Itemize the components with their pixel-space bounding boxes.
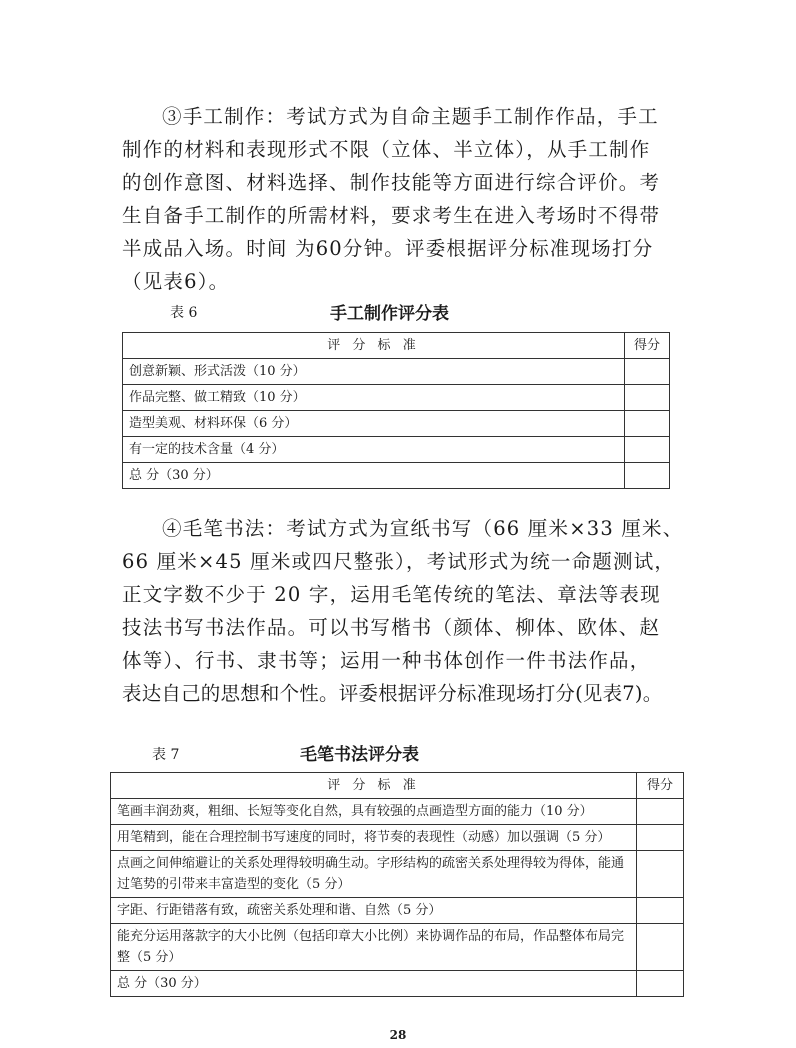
criteria-cell: 用笔精到，能在合理控制书写速度的同时，将节奏的表现性（动感）加以强调（5 分）: [111, 825, 637, 851]
paragraph-line: 66 厘米×45 厘米或四尺整张），考试形式为统一命题测试，: [122, 550, 676, 573]
score-cell: [637, 924, 684, 971]
score-cell: [637, 825, 684, 851]
score-cell: [637, 799, 684, 825]
table-row: [111, 851, 684, 898]
criteria-cell: 有一定的技术含量（4 分）: [123, 437, 625, 463]
header-criteria: 评 分 标 准: [111, 773, 637, 799]
table-row: [123, 437, 670, 463]
paragraph-line: 技法书写书法作品。可以书写楷书（颜体、柳体、欧体、赵: [122, 616, 661, 639]
criteria-cell: 能充分运用落款字的大小比例（包括印章大小比例）来协调作品的布局，作品整体布局完整（5 分）: [111, 924, 637, 971]
table-7-caption: 表 7: [152, 747, 180, 763]
table-7-title: 毛笔书法评分表: [300, 745, 419, 765]
table-row: [111, 971, 684, 997]
table-header-row: [111, 773, 684, 799]
paragraph-line: 表达自己的思想和个性。评委根据评分标准现场打分(见表7)。: [122, 682, 663, 705]
table-row: [111, 924, 684, 971]
score-cell: [637, 851, 684, 898]
table-6: [122, 332, 670, 489]
score-cell: [637, 898, 684, 924]
header-score: 得分: [625, 333, 670, 359]
table-row: [123, 411, 670, 437]
score-cell: [625, 437, 670, 463]
paragraph-line: ④毛笔书法：考试方式为宣纸书写（66 厘米×33 厘米、: [162, 517, 684, 540]
criteria-cell: 笔画丰润劲爽，粗细、长短等变化自然，具有较强的点画造型方面的能力（10 分）: [111, 799, 637, 825]
paragraph-line: 正文字数不少于 20 字，运用毛笔传统的笔法、章法等表现: [122, 583, 661, 606]
paragraph-line: 的创作意图、材料选择、制作技能等方面进行综合评价。考: [122, 171, 661, 194]
criteria-cell: 创意新颖、形式活泼（10 分）: [123, 359, 625, 385]
paragraph-line: ③手工制作：考试方式为自命主题手工制作作品，手工: [162, 105, 659, 128]
paragraph-line: 生自备手工制作的所需材料，要求考生在进入考场时不得带: [122, 204, 661, 227]
criteria-cell: 造型美观、材料环保（6 分）: [123, 411, 625, 437]
paragraph-line: （见表6）。: [122, 270, 230, 293]
criteria-cell: 作品完整、做工精致（10 分）: [123, 385, 625, 411]
table-row: [111, 825, 684, 851]
score-cell: [625, 463, 670, 489]
table-7: [110, 772, 684, 997]
criteria-cell: 点画之间伸缩避让的关系处理得较明确生动。字形结构的疏密关系处理得较为得体，能通过笔势的引带来丰富造型的变化（5 分）: [111, 851, 637, 898]
score-cell: [625, 411, 670, 437]
criteria-cell: 字距、行距错落有致，疏密关系处理和谐、自然（5 分）: [111, 898, 637, 924]
table-6-caption: 表 6: [170, 305, 198, 321]
paragraph-line: 半成品入场。时间 为60分钟。评委根据评分标准现场打分: [122, 237, 654, 260]
criteria-cell: 总 分（30 分）: [123, 463, 625, 489]
paragraph-line: 制作的材料和表现形式不限（立体、半立体），从手工制作: [122, 138, 651, 161]
header-score: 得分: [637, 773, 684, 799]
table-row: [123, 359, 670, 385]
score-cell: [625, 359, 670, 385]
table-6-title: 手工制作评分表: [330, 304, 449, 324]
header-criteria: 评 分 标 准: [123, 333, 625, 359]
table-row: [111, 898, 684, 924]
table-header-row: [123, 333, 670, 359]
section-3-paragraph: [122, 100, 682, 298]
criteria-cell: 总 分（30 分）: [111, 971, 637, 997]
paragraph-line: 体等）、行书、隶书等；运用一种书体创作一件书法作品，: [122, 649, 651, 672]
score-cell: [637, 971, 684, 997]
table-row: [123, 463, 670, 489]
score-cell: [625, 385, 670, 411]
table-row: [123, 385, 670, 411]
section-4-paragraph: [122, 512, 692, 710]
table-row: [111, 799, 684, 825]
page-number: 28: [389, 1028, 407, 1042]
